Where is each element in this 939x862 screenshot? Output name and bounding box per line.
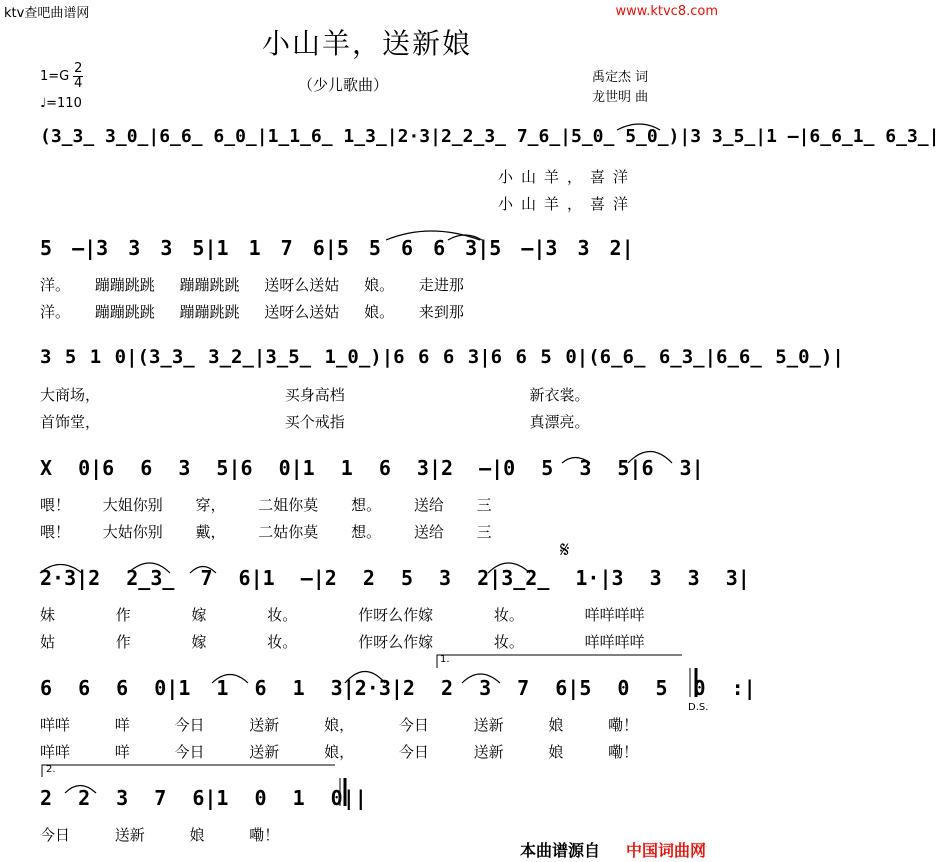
segno-icon: 𝄋: [560, 538, 570, 563]
notation-line-6: 6 6 6 0|1 1 6 1 3|2·3|2 2 3 7 6|5 0 5 0 :|: [40, 676, 756, 700]
lyric-line-3-verse-2: 首饰堂， 买个戒指 真漂亮。: [40, 413, 590, 431]
source-label: 本曲谱源自: [520, 841, 601, 860]
notation-line-7: 2 2 3 7 6|1 0 1 0||: [40, 786, 367, 810]
lyric-line-6-verse-2: 咩咩 咩 今日 送新 娘， 今日 送新 娘 嘞！: [40, 743, 639, 761]
lyric-line-5-verse-1: 妹 作 嫁 妆。 作呀么作嫁 妆。 咩咩咩咩: [40, 606, 645, 624]
tempo-value: =110: [46, 96, 82, 111]
lyric-line-4-verse-1: 喂！ 大姐你别 穿， 二姐你莫 想。 送给 三: [40, 496, 492, 514]
tempo-mark: [40, 96, 82, 111]
lyric-line-1-verse-1: 小山羊，喜洋: [498, 168, 637, 186]
lyric-line-4-verse-2: 喂！ 大姑你别 戴， 二姑你莫 想。 送给 三: [40, 523, 492, 541]
time-signature: [73, 62, 83, 91]
lyric-line-5-verse-2: 姑 作 嫁 妆。 作呀么作嫁 妆。 咩咩咩咩: [40, 633, 645, 651]
notation-line-1: (3̲3̲ 3̲0̲|6̲6̲ 6̲0̲|1̲1̲6̲ 1̲3̲|2·3|2̲2̲3̲ 7̲6̲|5̲0̲ 5̲0̲)|3 3̲5̲|1 –|6̲6̲1̲ 6̲3̲|: [40, 126, 939, 147]
notation-line-5: 2·3|2 2̲3̲ 7 6|1 –|2 2 5 3 2|3̲2̲ 1·|3 3 3 3|: [40, 566, 750, 590]
time-denominator: 4: [74, 76, 83, 91]
notation-line-2: 5 –|3 3 3 5|1 1 7 6|5 5 6 6 3|5 –|3 3 2|: [40, 236, 634, 260]
source-site: 中国词曲网: [626, 841, 707, 860]
song-title: 小山羊，送新娘: [262, 27, 473, 60]
notation-line-4: X 0|6 6 3 5|6 0|1 1 6 3|2 –|0 5 3 5|6 3|: [40, 456, 704, 480]
volta-second-ending: 2.: [46, 764, 56, 775]
lyric-line-1-verse-2: 小山羊，喜洋: [498, 195, 637, 213]
lyric-line-2-verse-1: 洋。 蹦蹦跳跳 蹦蹦跳跳 送呀么送姑 娘。 走进那: [40, 276, 464, 294]
key-label: 1=G: [40, 69, 70, 84]
site-watermark-left: ktv查吧曲谱网: [4, 6, 90, 21]
notation-line-3: 3 5 1 0|(3̲3̲ 3̲2̲|3̲5̲ 1̲0̲)|6 6 6 3|6 6 5 0|(6̲6̲ 6̲3̲|6̲6̲ 5̲0̲)|: [40, 346, 844, 368]
lyric-line-7: 今日 送新 娘 嘞！: [40, 826, 280, 844]
quarter-note-icon: ♩: [40, 96, 47, 111]
volta-first-ending: 1.: [440, 654, 450, 665]
lyric-line-2-verse-2: 洋。 蹦蹦跳跳 蹦蹦跳跳 送呀么送姑 娘。 来到那: [40, 303, 464, 321]
composer-credit: 龙世明 曲: [592, 90, 649, 105]
lyric-line-3-verse-1: 大商场， 买身高档 新衣裳。: [40, 386, 590, 404]
song-subtitle: （少儿歌曲）: [298, 76, 389, 94]
key-signature: [40, 62, 83, 91]
lyric-line-6-verse-1: 咩咩 咩 今日 送新 娘， 今日 送新 娘 嘞！: [40, 716, 639, 734]
dal-segno-mark: D.S.: [688, 702, 709, 713]
lyricist-credit: 禹定杰 词: [592, 70, 649, 85]
site-watermark-right: www.ktvc8.com: [615, 4, 718, 19]
time-numerator: 2: [74, 61, 83, 76]
